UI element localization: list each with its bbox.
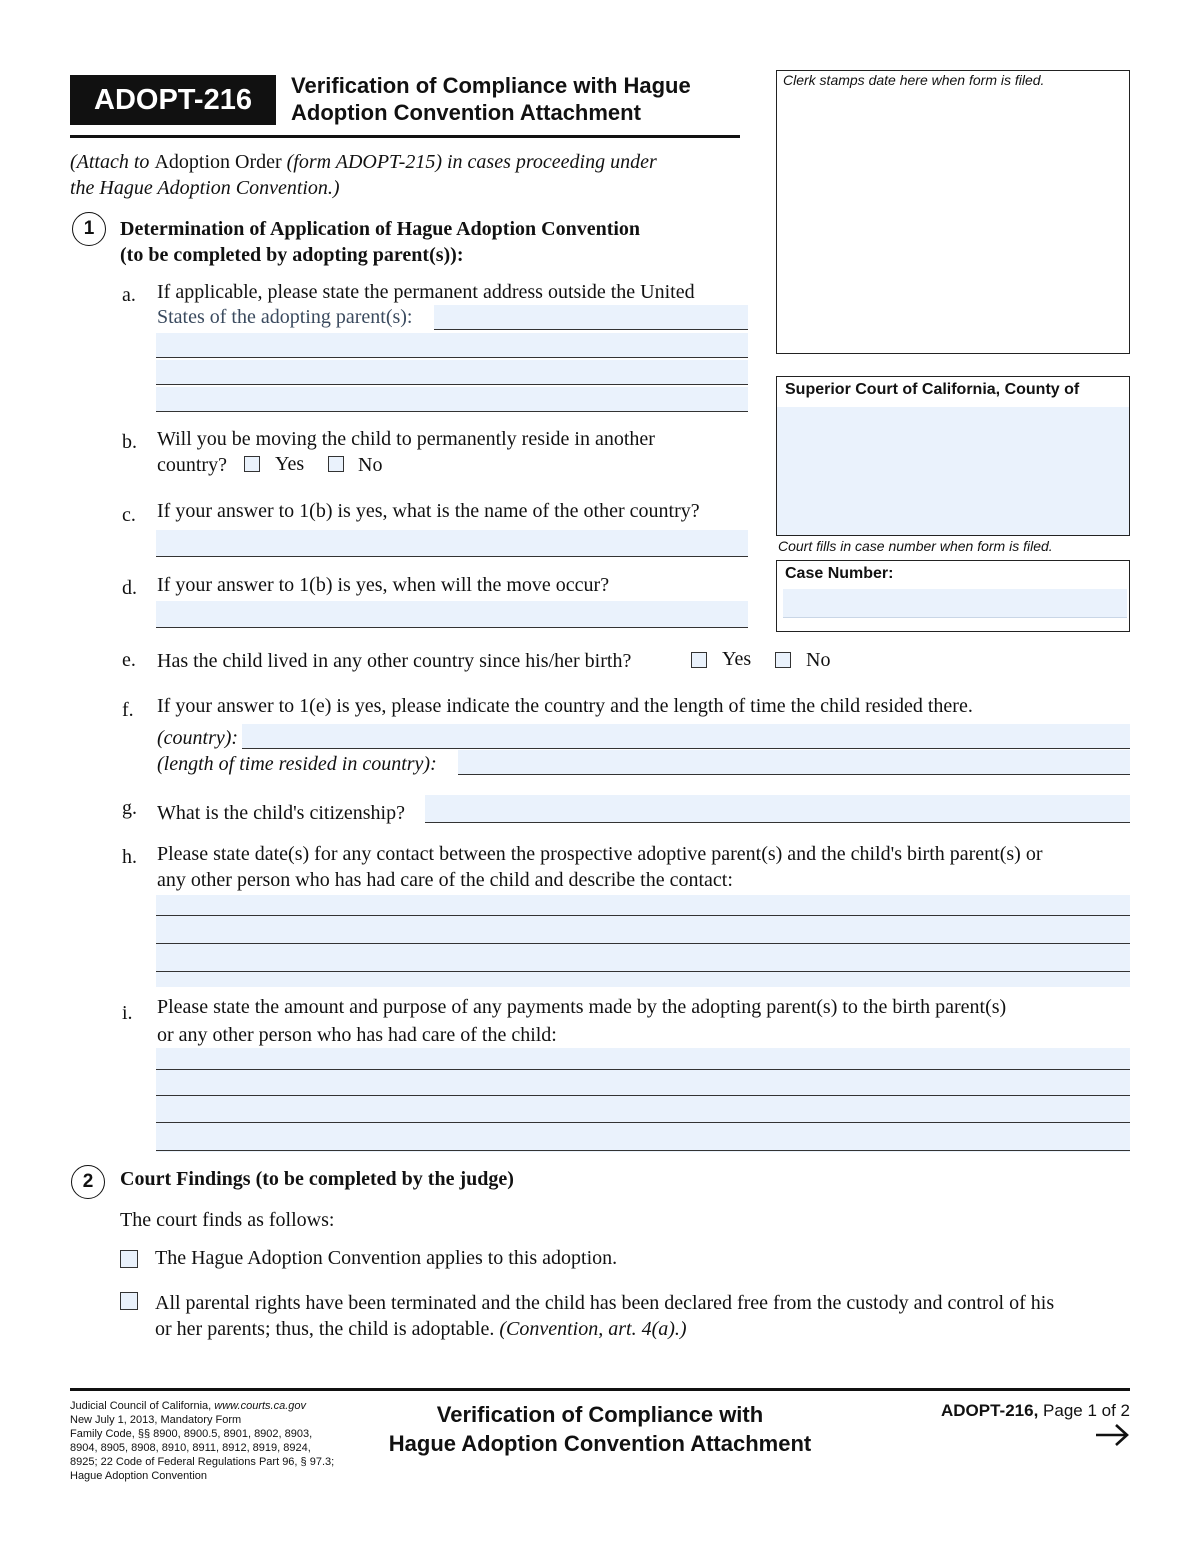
- finding-2-text: [155, 1290, 1054, 1342]
- lived-abroad-yes-label: Yes: [722, 648, 752, 670]
- item-d-letter: d.: [122, 577, 137, 599]
- convention-applies-checkbox[interactable]: [120, 1250, 138, 1268]
- footer-line5: 8925; 22 Code of Federal Regulations Part 96, § 97.3;: [70, 1456, 335, 1468]
- form-title: [291, 72, 691, 126]
- court-county-label: Superior Court of California, County of: [785, 381, 1080, 398]
- clerk-stamp-box: [776, 70, 1130, 354]
- finding-2-line2: or her parents; thus, the child is adoptable.: [155, 1318, 500, 1340]
- section-2-heading: Court Findings (to be completed by the judge): [120, 1168, 514, 1190]
- move-date-field[interactable]: [156, 601, 748, 628]
- item-h-line2: any other person who has had care of the child and describe the contact:: [157, 869, 733, 891]
- attach-italic-1: (Attach to: [70, 151, 155, 173]
- case-number-box: [776, 560, 1130, 632]
- citizenship-field[interactable]: [425, 795, 1130, 823]
- footer-form-id: ADOPT-216,: [940, 1401, 1039, 1420]
- court-county-field[interactable]: [777, 407, 1129, 535]
- moving-no-label: No: [358, 454, 383, 476]
- footer-title-line1: Verification of Compliance with: [436, 1402, 764, 1427]
- item-i-line2: or any other person who has had care of the child:: [157, 1024, 557, 1046]
- section-1-heading: [120, 216, 640, 268]
- footer-title-line2: Hague Adoption Convention Attachment: [388, 1431, 812, 1456]
- footer-website[interactable]: www.courts.ca.gov: [214, 1400, 306, 1412]
- lived-abroad-no-checkbox[interactable]: [775, 652, 791, 668]
- case-number-note: Court fills in case number when form is filed.: [778, 538, 1053, 554]
- other-country-field[interactable]: [156, 530, 748, 557]
- item-a-line1: If applicable, please state the permanent address outside the United: [157, 281, 695, 303]
- footer-council: Judicial Council of California,: [70, 1400, 215, 1412]
- footer-title: [350, 1400, 850, 1458]
- country-label: (country):: [157, 727, 239, 749]
- item-h-letter: h.: [122, 846, 137, 868]
- footer-rule: [70, 1388, 1130, 1391]
- attach-line-2: the Hague Adoption Convention.): [70, 177, 340, 199]
- header-rule: [70, 135, 740, 138]
- moving-yes-checkbox[interactable]: [244, 456, 260, 472]
- item-i-letter: i.: [122, 1002, 133, 1024]
- payments-field[interactable]: [156, 1048, 1130, 1152]
- item-f-text: If your answer to 1(e) is yes, please indicate the country and the length of time the child resided there.: [157, 695, 973, 717]
- moving-yes-label: Yes: [275, 453, 305, 475]
- item-a-letter: a.: [122, 284, 136, 306]
- item-b-line1: Will you be moving the child to permanently reside in another: [157, 428, 655, 450]
- section-2-number: 2: [71, 1165, 105, 1199]
- lived-abroad-yes-checkbox[interactable]: [691, 652, 707, 668]
- case-number-field[interactable]: [783, 589, 1127, 618]
- finding-2-line1: All parental rights have been terminated and the child has been declared free from the custody and control of his: [155, 1292, 1055, 1314]
- item-g-text: What is the child's citizenship?: [157, 802, 405, 824]
- footer-line4: 8904, 8905, 8908, 8910, 8911, 8912, 8919, 8924,: [70, 1442, 311, 1454]
- lived-abroad-no-label: No: [806, 649, 831, 671]
- length-label: (length of time resided in country):: [157, 753, 437, 775]
- clerk-stamp-label: Clerk stamps date here when form is filed.: [783, 72, 1045, 88]
- attach-italic-2: (form ADOPT-215) in cases proceeding under: [286, 151, 657, 173]
- item-g-letter: g.: [122, 797, 137, 819]
- address-field-4[interactable]: [156, 387, 748, 412]
- item-i-line1: Please state the amount and purpose of any payments made by the adopting parent(s) to the birth parent(s): [157, 996, 1007, 1018]
- case-number-label: Case Number:: [785, 565, 894, 582]
- section-1-heading-line1: Determination of Application of Hague Adoption Convention: [120, 218, 641, 240]
- address-field-2[interactable]: [156, 333, 748, 358]
- item-f-letter: f.: [122, 699, 134, 721]
- length-resided-field[interactable]: [458, 750, 1130, 775]
- next-page-arrow-icon[interactable]: [1094, 1420, 1130, 1450]
- footer-page-number: Page 1 of 2: [1043, 1401, 1130, 1420]
- footer-page-info: [880, 1401, 1130, 1421]
- item-c-text: If your answer to 1(b) is yes, what is the name of the other country?: [157, 500, 700, 522]
- item-c-letter: c.: [122, 504, 136, 526]
- form-title-line1: Verification of Compliance with Hague: [291, 73, 691, 98]
- section-1-heading-line2: (to be completed by adopting parent(s)):: [120, 244, 464, 266]
- footer-citation: [70, 1399, 334, 1483]
- address-field-1[interactable]: [434, 305, 748, 330]
- contact-description-field[interactable]: [156, 895, 1130, 987]
- attach-instruction: [70, 149, 740, 201]
- item-d-text: If your answer to 1(b) is yes, when will the move occur?: [157, 574, 610, 596]
- finding-2-citation: (Convention, art. 4(a).): [499, 1318, 687, 1340]
- item-b-letter: b.: [122, 431, 137, 453]
- parental-rights-terminated-checkbox[interactable]: [120, 1292, 138, 1310]
- findings-intro: The court finds as follows:: [120, 1209, 335, 1231]
- country-resided-field[interactable]: [242, 724, 1130, 749]
- footer-line2: New July 1, 2013, Mandatory Form: [70, 1414, 242, 1426]
- form-id-badge: ADOPT-216: [70, 75, 276, 125]
- item-e-letter: e.: [122, 649, 136, 671]
- footer-line3: Family Code, §§ 8900, 8900.5, 8901, 8902, 8903,: [70, 1428, 313, 1440]
- item-e-text: Has the child lived in any other country since his/her birth?: [157, 650, 632, 672]
- footer-line6: Hague Adoption Convention: [70, 1470, 207, 1482]
- form-title-line2: Adoption Convention Attachment: [291, 100, 641, 125]
- attach-normal: Adoption Order: [154, 151, 287, 173]
- moving-no-checkbox[interactable]: [328, 456, 344, 472]
- address-field-3[interactable]: [156, 360, 748, 385]
- court-county-box: [776, 376, 1130, 536]
- item-a-line2: States of the adopting parent(s):: [157, 306, 413, 328]
- item-b-line2: country?: [157, 454, 227, 476]
- section-1-number: 1: [72, 212, 106, 246]
- item-h-line1: Please state date(s) for any contact between the prospective adoptive parent(s) and the child's birth parent(s) or: [157, 843, 1043, 865]
- finding-1-text: The Hague Adoption Convention applies to this adoption.: [155, 1247, 618, 1269]
